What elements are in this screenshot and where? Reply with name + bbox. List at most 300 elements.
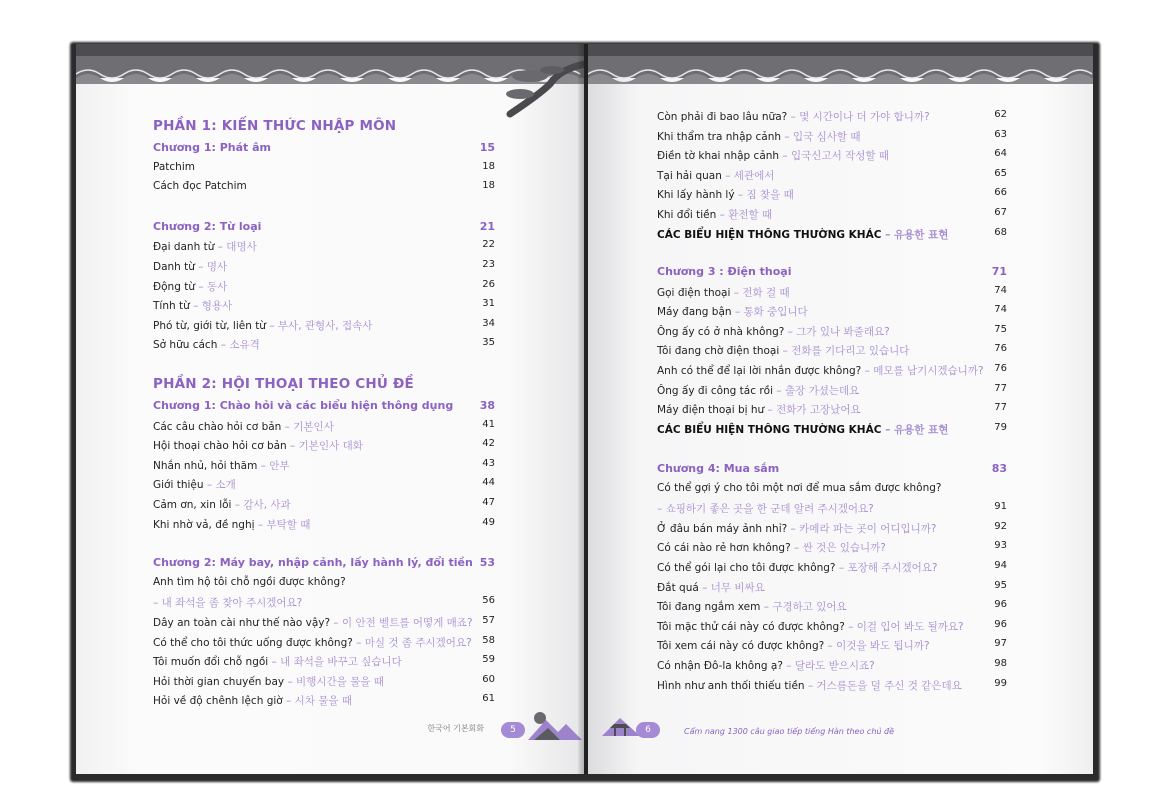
toc-page-number: 15 <box>479 141 495 154</box>
right-page <box>588 44 1093 774</box>
toc-page-number: 47 <box>482 497 495 508</box>
footer-book-title-right: Cẩm nang 1300 câu giao tiếp tiếng Hàn theo chủ đề <box>684 727 894 736</box>
toc-entry-text: Chương 1: Phát âm <box>153 141 271 154</box>
dash-separator: – <box>282 695 295 708</box>
dash-separator: – <box>330 617 343 629</box>
toc-entry-title <box>657 207 772 222</box>
toc-entry-title <box>153 419 334 434</box>
dash-separator: – <box>835 562 848 574</box>
toc-entry-title <box>657 599 847 614</box>
toc-entry <box>153 315 495 335</box>
toc-page-number: 35 <box>482 337 495 349</box>
toc-entry-title <box>153 337 260 352</box>
mountain-sun-icon <box>524 706 584 746</box>
toc-entry-title <box>153 220 261 233</box>
toc-entry-title <box>153 141 271 154</box>
dash-separator: – <box>760 601 773 614</box>
toc-entry <box>657 655 1007 675</box>
toc-entry-title <box>657 482 941 494</box>
toc-entry-title <box>153 556 473 569</box>
toc-entry-title <box>657 402 861 417</box>
page-number-left: 5 <box>501 722 525 738</box>
dash-separator: – <box>721 169 734 182</box>
toc-entry-text: Hỏi về độ chênh lệch giờ <box>153 695 283 708</box>
dash-separator: – <box>781 130 793 143</box>
korean-translation: 그가 있나 봐줄래요? <box>796 325 890 338</box>
toc-page-number: 42 <box>482 438 495 450</box>
toc-entry-text: Các câu chào hỏi cơ bản <box>153 420 282 433</box>
toc-page-number: 26 <box>482 278 495 290</box>
toc-entry-title <box>153 576 346 588</box>
toc-entry-text: Còn phải đi bao lâu nữa? <box>657 111 788 123</box>
chapter-heading <box>657 459 1007 479</box>
toc-page-number: 76 <box>994 343 1007 355</box>
toc-entry <box>153 435 495 455</box>
korean-translation: 내 좌석을 바꾸고 싶습니다 <box>280 656 402 669</box>
toc-page-number: 44 <box>482 477 495 489</box>
chapter-heading <box>153 217 495 237</box>
toc-entry-text: Khi đổi tiền <box>657 209 717 221</box>
toc-entry-title <box>153 497 291 512</box>
toc-entry <box>657 145 1007 165</box>
toc-entry <box>657 126 1007 146</box>
toc-page-number: 23 <box>482 259 495 270</box>
toc-entry-text: Có thể cho tôi thức uống được không? <box>153 636 353 649</box>
toc-entry <box>657 557 1007 577</box>
toc-entry-text: Tại hải quan <box>657 169 722 182</box>
toc-entry-title <box>657 462 779 475</box>
toc-entry <box>657 282 1007 302</box>
korean-translation: 몇 시간이나 더 가야 합니까? <box>799 111 930 123</box>
toc-entry-text: Gọi điện thoại <box>657 286 731 299</box>
toc-page-number: 75 <box>994 323 1007 335</box>
toc-entry <box>153 474 495 494</box>
dash-separator: – <box>881 423 894 436</box>
toc-page-number: 59 <box>482 654 495 666</box>
toc-entry-text: Chương 2: Máy bay, nhập cảnh, lấy hành lý, đổi tiền <box>153 556 473 570</box>
toc-entry-title <box>657 638 930 653</box>
toc-page-number: 94 <box>994 560 1007 571</box>
korean-translation: – 쇼핑하기 좋은 곳을 한 군데 알려 주시겠어요? <box>657 503 874 516</box>
toc-entry-title <box>153 458 290 473</box>
korean-translation: 이 안전 벨트를 어떻게 매죠? <box>342 617 473 629</box>
dash-separator: – <box>265 319 278 332</box>
toc-entry-title <box>657 227 948 242</box>
korean-translation: 입국신고서 작성할 때 <box>791 150 889 163</box>
toc-entry-title <box>657 580 765 595</box>
dash-separator: – <box>731 306 744 319</box>
korean-translation: 소개 <box>215 479 236 492</box>
toc-entry-text: Điền tờ khai nhập cảnh <box>657 150 780 163</box>
korean-translation: 달라도 받으시죠? <box>794 660 875 672</box>
toc-entry-text: Đại danh từ <box>153 241 215 254</box>
toc-page-number: 79 <box>994 421 1007 433</box>
korean-translation: 동사 <box>206 280 228 293</box>
toc-page-number: 93 <box>994 540 1007 552</box>
toc-entry <box>657 165 1007 185</box>
toc-entry <box>153 592 495 612</box>
toc-entry-text: Nhắn nhủ, hỏi thăm <box>153 459 258 472</box>
korean-translation: – 내 좌석을 좀 찾아 주시겠어요? <box>153 597 303 610</box>
dash-separator: – <box>254 518 267 531</box>
toc-entry <box>153 295 495 315</box>
dash-separator: – <box>784 325 797 338</box>
toc-entry-text: Chương 1: Chào hỏi và các biểu hiện thông dụng <box>153 399 454 412</box>
toc-entry-title <box>153 693 352 708</box>
korean-translation: 안부 <box>269 459 290 472</box>
korean-translation: 부사, 관형사, 접속사 <box>277 319 373 332</box>
toc-entry <box>153 514 495 534</box>
wave-border-right <box>588 44 1093 104</box>
dash-separator: – <box>716 209 729 221</box>
korean-translation: 기본인사 대화 <box>298 440 363 453</box>
toc-entry <box>657 340 1007 360</box>
toc-entry-title <box>153 298 232 313</box>
korean-translation: 이걸 입어 봐도 될까요? <box>856 620 964 633</box>
toc-entry-text: Ở đâu bán máy ảnh nhỉ? <box>657 522 788 535</box>
toc-page-number: 58 <box>482 634 495 646</box>
korean-translation: 세관에서 <box>733 169 775 182</box>
korean-translation: 출장 가셨는데요 <box>784 384 860 397</box>
toc-page-number: 83 <box>991 462 1007 475</box>
toc-page-number: 62 <box>994 109 1007 120</box>
toc-entry <box>153 256 495 276</box>
dash-separator: – <box>195 280 207 293</box>
toc-page-number: 56 <box>482 595 495 607</box>
toc-page-number: 77 <box>994 402 1007 414</box>
toc-page-number: 77 <box>994 382 1007 394</box>
toc-page-number: 41 <box>482 418 495 430</box>
toc-entry <box>657 675 1007 695</box>
chapter-heading <box>657 262 1007 282</box>
toc-entry-text: Cảm ơn, xin lỗi <box>153 499 232 511</box>
toc-entry-title <box>657 324 890 339</box>
toc-entry-text: Tôi mặc thử cái này có được không? <box>657 620 845 633</box>
korean-translation: 포장해 주시겠어요? <box>847 562 938 574</box>
toc-entry-text: Khi nhờ vả, đề nghị <box>153 518 255 531</box>
chapter-heading <box>153 396 495 416</box>
toc-entry <box>153 671 495 691</box>
toc-entry <box>657 518 1007 538</box>
toc-page-number: 96 <box>994 599 1007 611</box>
toc-entry-text: Hỏi thời gian chuyến bay <box>153 675 285 688</box>
toc-entry-title <box>657 343 909 358</box>
dash-separator: – <box>790 542 803 555</box>
toc-entry <box>153 158 495 178</box>
toc-entry-title <box>657 304 808 319</box>
toc-page-number: 57 <box>482 615 495 626</box>
korean-translation: 시차 물을 때 <box>294 695 353 708</box>
toc-entry <box>657 498 1007 518</box>
chapter-heading <box>153 138 495 158</box>
toc-entry <box>657 479 1007 499</box>
toc-entry-text: Có thể gói lại cho tôi được không? <box>657 562 836 574</box>
dash-separator: – <box>231 499 244 511</box>
korean-translation: 싼 것은 있습니까? <box>802 542 886 555</box>
toc-entry <box>657 419 1007 439</box>
toc-entry <box>657 399 1007 419</box>
toc-entry-text: Có cái nào rẻ hơn không? <box>657 542 791 555</box>
toc-entry <box>153 632 495 652</box>
toc-entry <box>153 690 495 710</box>
toc-entry-text: Tôi muốn đổi chỗ ngồi <box>153 656 269 669</box>
korean-translation: 구경하고 있어요 <box>772 601 847 614</box>
dash-separator: – <box>352 636 365 649</box>
korean-translation: 형용사 <box>201 300 233 313</box>
dash-separator: – <box>217 339 230 352</box>
toc-page-number: 66 <box>994 187 1007 199</box>
toc-entry-text: Anh tìm hộ tôi chỗ ngồi được không? <box>153 575 346 588</box>
korean-translation: 마실 것 좀 주시겠어요? <box>364 636 472 649</box>
toc-entry-title <box>153 279 227 294</box>
toc-entry-text: Dây an toàn cài như thế nào vậy? <box>153 617 331 629</box>
toc-page-number: 74 <box>994 304 1007 316</box>
dash-separator: – <box>779 345 792 358</box>
toc-page-number: 91 <box>994 501 1007 513</box>
dash-separator: – <box>734 189 747 202</box>
korean-translation: 전화 걸 때 <box>742 286 790 299</box>
toc-entry-text: Hình như anh thối thiếu tiền <box>657 679 805 692</box>
toc-entry-text: Máy đang bận <box>657 306 732 319</box>
toc-entry <box>153 177 495 197</box>
toc-entry <box>657 596 1007 616</box>
toc-page-number: 64 <box>994 148 1007 160</box>
toc-entry-title <box>153 438 363 453</box>
toc-entry <box>657 301 1007 321</box>
toc-entry-title <box>153 239 257 254</box>
toc-entry <box>657 184 1007 204</box>
dash-separator: – <box>194 261 207 273</box>
toc-entry-title <box>153 654 402 669</box>
toc-entry <box>657 106 1007 126</box>
dash-separator: – <box>881 228 894 241</box>
toc-entry-title <box>657 658 875 673</box>
korean-translation: 대명사 <box>226 241 257 254</box>
dash-separator: – <box>214 241 227 254</box>
toc-entry <box>657 616 1007 636</box>
toc-page-number: 98 <box>994 658 1007 669</box>
toc-entry <box>657 577 1007 597</box>
toc-entry <box>657 380 1007 400</box>
toc-page-number: 97 <box>994 638 1007 650</box>
toc-entry-title <box>657 560 938 575</box>
toc-page-number: 76 <box>994 363 1007 374</box>
dash-separator: – <box>257 459 270 472</box>
toc-entry-title <box>657 363 984 378</box>
toc-entry-title <box>153 635 472 650</box>
toc-entry-title <box>153 674 384 689</box>
toc-entry-text: Phó từ, giới từ, liên từ <box>153 319 266 332</box>
dash-separator: – <box>844 620 857 633</box>
toc-entry-title <box>153 259 227 274</box>
toc-entry-text: Tính từ <box>153 300 190 313</box>
toc-entry-title <box>657 285 790 300</box>
toc-entry-text: CÁC BIỂU HIỆN THÔNG THƯỜNG KHÁC <box>657 423 882 436</box>
dash-separator: – <box>787 522 800 535</box>
toc-page-number: 67 <box>994 207 1007 218</box>
toc-page-number: 21 <box>479 219 495 233</box>
toc-entry-title <box>153 318 372 333</box>
toc-entry-title <box>657 540 886 555</box>
korean-translation: 전화가 고장났어요 <box>776 404 861 417</box>
dash-separator: – <box>804 679 817 692</box>
dash-separator: – <box>773 384 785 397</box>
toc-page-number: 43 <box>482 457 495 469</box>
toc-page-number: 96 <box>994 618 1007 630</box>
toc-entry-text: Có thể gợi ý cho tôi một nơi để mua sắm được không? <box>657 481 942 494</box>
toc-entry-text: Chương 4: Mua sắm <box>657 462 780 475</box>
toc-page-number: 65 <box>994 167 1007 179</box>
toc-entry-title <box>153 180 247 192</box>
toc-page-number: 38 <box>479 399 495 412</box>
korean-translation: 비행시간을 물을 때 <box>296 675 384 688</box>
toc-entry <box>153 334 495 354</box>
dash-separator: – <box>284 675 297 688</box>
toc-page-number: 34 <box>482 317 495 329</box>
korean-translation: 메모를 남기시겠습니까? <box>873 365 984 377</box>
toc-entry-text: Tôi đang ngắm xem <box>657 601 761 614</box>
dash-separator: – <box>861 365 874 377</box>
toc-entry-text: Patchim <box>153 160 195 173</box>
toc-entry-title <box>657 422 948 437</box>
dash-separator: – <box>787 111 800 123</box>
dash-separator: – <box>189 300 202 313</box>
toc-page-number: 22 <box>482 239 495 251</box>
korean-translation: 유용한 표현 <box>893 423 949 436</box>
dash-separator: – <box>281 420 294 433</box>
toc-page-number: 49 <box>482 516 495 528</box>
toc-entry-title <box>657 521 936 536</box>
toc-entry <box>657 321 1007 341</box>
toc-entry-title <box>657 187 794 202</box>
korean-translation: 유용한 표현 <box>893 228 949 241</box>
korean-translation: 감사, 사과 <box>243 499 291 511</box>
toc-entry-title <box>153 161 195 173</box>
toc-entry-text: Khi thẩm tra nhập cảnh <box>657 130 782 143</box>
toc-entry <box>153 236 495 256</box>
toc-entry-title <box>657 129 861 144</box>
korean-translation: 너무 비싸요 <box>710 581 765 594</box>
toc-entry-text: Chương 2: Từ loại <box>153 219 262 233</box>
korean-translation: 거스름돈을 덜 주신 것 같은데요 <box>816 679 962 692</box>
toc-entry <box>153 276 495 296</box>
toc-entry-text: Động từ <box>153 280 195 293</box>
toc-entry <box>657 635 1007 655</box>
dash-separator: – <box>286 440 299 453</box>
toc-entry-title <box>657 383 859 398</box>
toc-entry <box>657 537 1007 557</box>
chapter-heading <box>153 553 495 573</box>
dash-separator: – <box>268 656 281 669</box>
toc-entry-title <box>657 265 792 278</box>
toc-page-number: 18 <box>482 180 495 192</box>
korean-translation: 짐 찾을 때 <box>746 189 794 202</box>
toc-entry-text: Đắt quá <box>657 581 699 594</box>
dash-separator: – <box>730 286 743 299</box>
korean-translation: 이것을 봐도 됩니까? <box>836 640 930 653</box>
toc-entry <box>153 455 495 475</box>
toc-entry-title <box>153 517 310 532</box>
dash-separator: – <box>782 660 795 672</box>
toc-entry-title <box>153 399 453 412</box>
toc-entry-title <box>153 595 302 610</box>
toc-page-number: 71 <box>991 265 1007 278</box>
toc-entry-text: Khi lấy hành lý <box>657 189 735 202</box>
toc-page-number: 68 <box>994 226 1007 238</box>
toc-entry-title <box>153 615 473 630</box>
toc-page-number: 74 <box>994 284 1007 296</box>
footer-book-title: 한국어 기본회화 <box>427 724 484 733</box>
toc-entry-text: CÁC BIỂU HIỆN THÔNG THƯỜNG KHÁC <box>657 228 882 241</box>
toc-entry <box>153 416 495 436</box>
dash-separator: – <box>698 581 711 594</box>
dash-separator: – <box>824 640 837 653</box>
toc-entry <box>153 612 495 632</box>
toc-entry <box>153 494 495 514</box>
dash-separator: – <box>203 479 216 492</box>
toc-entry-text: Giới thiệu <box>153 479 204 492</box>
toc-page-number: 53 <box>479 556 495 570</box>
dash-separator: – <box>764 404 777 417</box>
toc-entry-title <box>657 678 962 693</box>
toc-entry-text: Ông ấy có ở nhà không? <box>657 325 785 338</box>
toc-page-number: 31 <box>482 298 495 310</box>
toc-entry-title <box>657 109 930 124</box>
toc-page-number: 63 <box>994 128 1007 140</box>
toc-page-number: 92 <box>994 520 1007 532</box>
toc-entry-text: Danh từ <box>153 261 195 273</box>
toc-entry-text: Tôi đang chờ điện thoại <box>657 345 780 358</box>
pine-tree-icon <box>490 54 584 124</box>
left-page <box>76 44 584 774</box>
toc-entry-text: Có nhận Đô-la không ạ? <box>657 660 783 672</box>
toc-page-number: 18 <box>482 160 495 172</box>
toc-entry <box>153 573 495 593</box>
toc-entry-text: Ông ấy đi công tác rồi <box>657 384 774 397</box>
toc-page-number: 60 <box>482 673 495 685</box>
korean-translation: 부탁할 때 <box>266 518 311 531</box>
toc-entry <box>657 204 1007 224</box>
dash-separator: – <box>779 150 792 163</box>
korean-translation: 전화를 기다리고 있습니다 <box>791 345 910 358</box>
korean-translation: 소유격 <box>229 339 260 352</box>
toc-entry-text: Hội thoại chào hỏi cơ bản <box>153 440 287 453</box>
toc-entry-title <box>657 168 774 183</box>
page-number-right: 6 <box>636 722 660 738</box>
part1-title: PHẦN 1: KIẾN THỨC NHẬP MÔN <box>153 118 397 134</box>
toc-entry-text: Anh có thể để lại lời nhắn được không? <box>657 365 862 377</box>
toc-entry-title <box>657 148 889 163</box>
toc-entry-title <box>153 477 236 492</box>
toc-entry-text: Chương 3 : Điện thoại <box>657 265 792 278</box>
toc-entry <box>657 224 1007 244</box>
toc-entry-text: Cách đọc Patchim <box>153 180 247 193</box>
korean-translation: 기본인사 <box>293 420 334 433</box>
korean-translation: 명사 <box>206 261 228 273</box>
toc-entry <box>153 651 495 671</box>
toc-entry <box>657 360 1007 380</box>
toc-entry-title <box>657 501 874 516</box>
korean-translation: 통화 중입니다 <box>743 306 808 319</box>
toc-entry-text: Sở hữu cách <box>153 339 218 352</box>
part2-title: PHẦN 2: HỘI THOẠI THEO CHỦ ĐỀ <box>153 376 414 392</box>
korean-translation: 입국 심사할 때 <box>792 130 861 143</box>
toc-entry-title <box>657 619 964 634</box>
toc-entry-text: Máy điện thoại bị hư <box>657 404 765 417</box>
toc-page-number: 61 <box>482 693 495 705</box>
toc-page-number: 95 <box>994 579 1007 591</box>
korean-translation: 카메라 파는 곳이 어디입니까? <box>799 522 937 535</box>
